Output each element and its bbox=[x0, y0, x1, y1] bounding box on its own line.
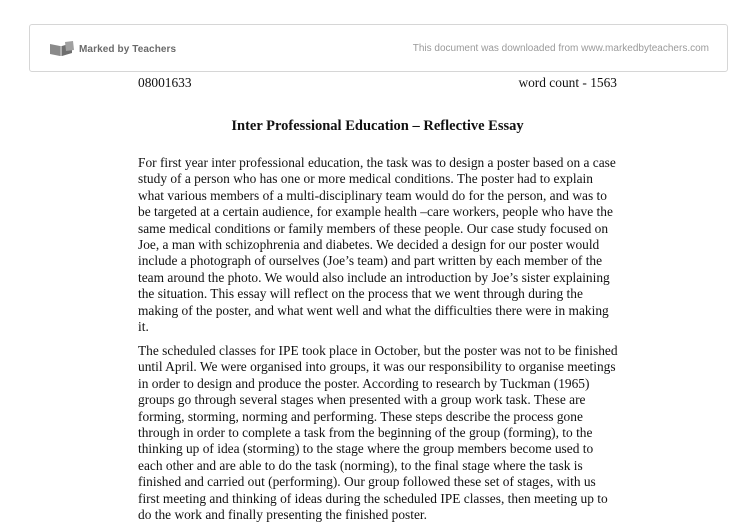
download-note[interactable]: This document was downloaded from www.markedbyteachers.com bbox=[412, 43, 709, 54]
paragraph-line: thinking up of idea (storming) to the stage where the group members become used to bbox=[138, 441, 594, 457]
paragraph-line: study of a person who has one or more medical conditions. The poster had to explain bbox=[138, 171, 593, 187]
paragraph-line: include a photograph of ourselves (Joe’s team) and part written by each member of the bbox=[138, 253, 603, 269]
paragraph-line: first meeting and thinking of ideas during the scheduled IPE classes, then meeting up to bbox=[138, 490, 608, 506]
paragraph-2 bbox=[138, 343, 638, 523]
paragraph-line: finished and carried out (performing). Our group followed these set of stages, with us bbox=[138, 474, 596, 490]
paragraph-line: Joe, a man with schizophrenia and diabetes. We decided a design for our poster would bbox=[138, 237, 600, 253]
student-id: 08001633 bbox=[138, 75, 192, 90]
paragraph-line: groups go through several stages when presented with a group work task. These are bbox=[138, 392, 586, 408]
paragraph-line: the situation. This essay will reflect on the process that we went through during the bbox=[138, 286, 583, 302]
open-book-icon bbox=[49, 41, 75, 57]
paragraph-line: The scheduled classes for IPE took place in October, but the poster was not to be finished bbox=[138, 343, 618, 358]
download-banner bbox=[29, 24, 728, 72]
paragraph-line: For first year inter professional education, the task was to design a poster based on a case bbox=[138, 155, 616, 170]
paragraph-line: do the work and finally presenting the finished poster. bbox=[138, 507, 427, 523]
paragraph-line: be targeted at a certain audience, for example health –care workers, people who have the bbox=[138, 204, 613, 220]
paragraph-1 bbox=[138, 155, 638, 335]
paragraph-line: through in order to complete a task from the beginning of the group (forming), to the bbox=[138, 425, 593, 441]
paragraph-line: in order to design and produce the poster. According to research by Tuckman (1965) bbox=[138, 375, 590, 391]
paragraph-line: what various members of a multi-disciplinary team would do for the person, and was to bbox=[138, 187, 607, 203]
paragraph-line: forming, storming, norming and performing. These steps describe the process gone bbox=[138, 408, 583, 424]
essay-title: Inter Professional Education – Reflective Essay bbox=[231, 118, 524, 134]
paragraph-line: it. bbox=[138, 319, 149, 335]
paragraph-line: until April. We were organised into groups, it was our responsibility to organise meetings bbox=[138, 359, 616, 375]
logo-text: Marked by Teachers bbox=[79, 43, 177, 55]
paragraph-line: each other and are able to do the task (norming), to the final stage where the task is bbox=[138, 457, 583, 473]
word-count: word count - 1563 bbox=[518, 75, 617, 90]
paragraph-line: team around the photo. We would also include an introduction by Joe’s sister explaining bbox=[138, 269, 610, 285]
paragraph-line: same medical conditions or family members of these people. Our case study focused on bbox=[138, 220, 609, 236]
paragraph-line: making of the poster, and what went well and what the difficulties there were in making bbox=[138, 302, 609, 318]
marked-by-teachers-logo[interactable] bbox=[49, 40, 176, 58]
